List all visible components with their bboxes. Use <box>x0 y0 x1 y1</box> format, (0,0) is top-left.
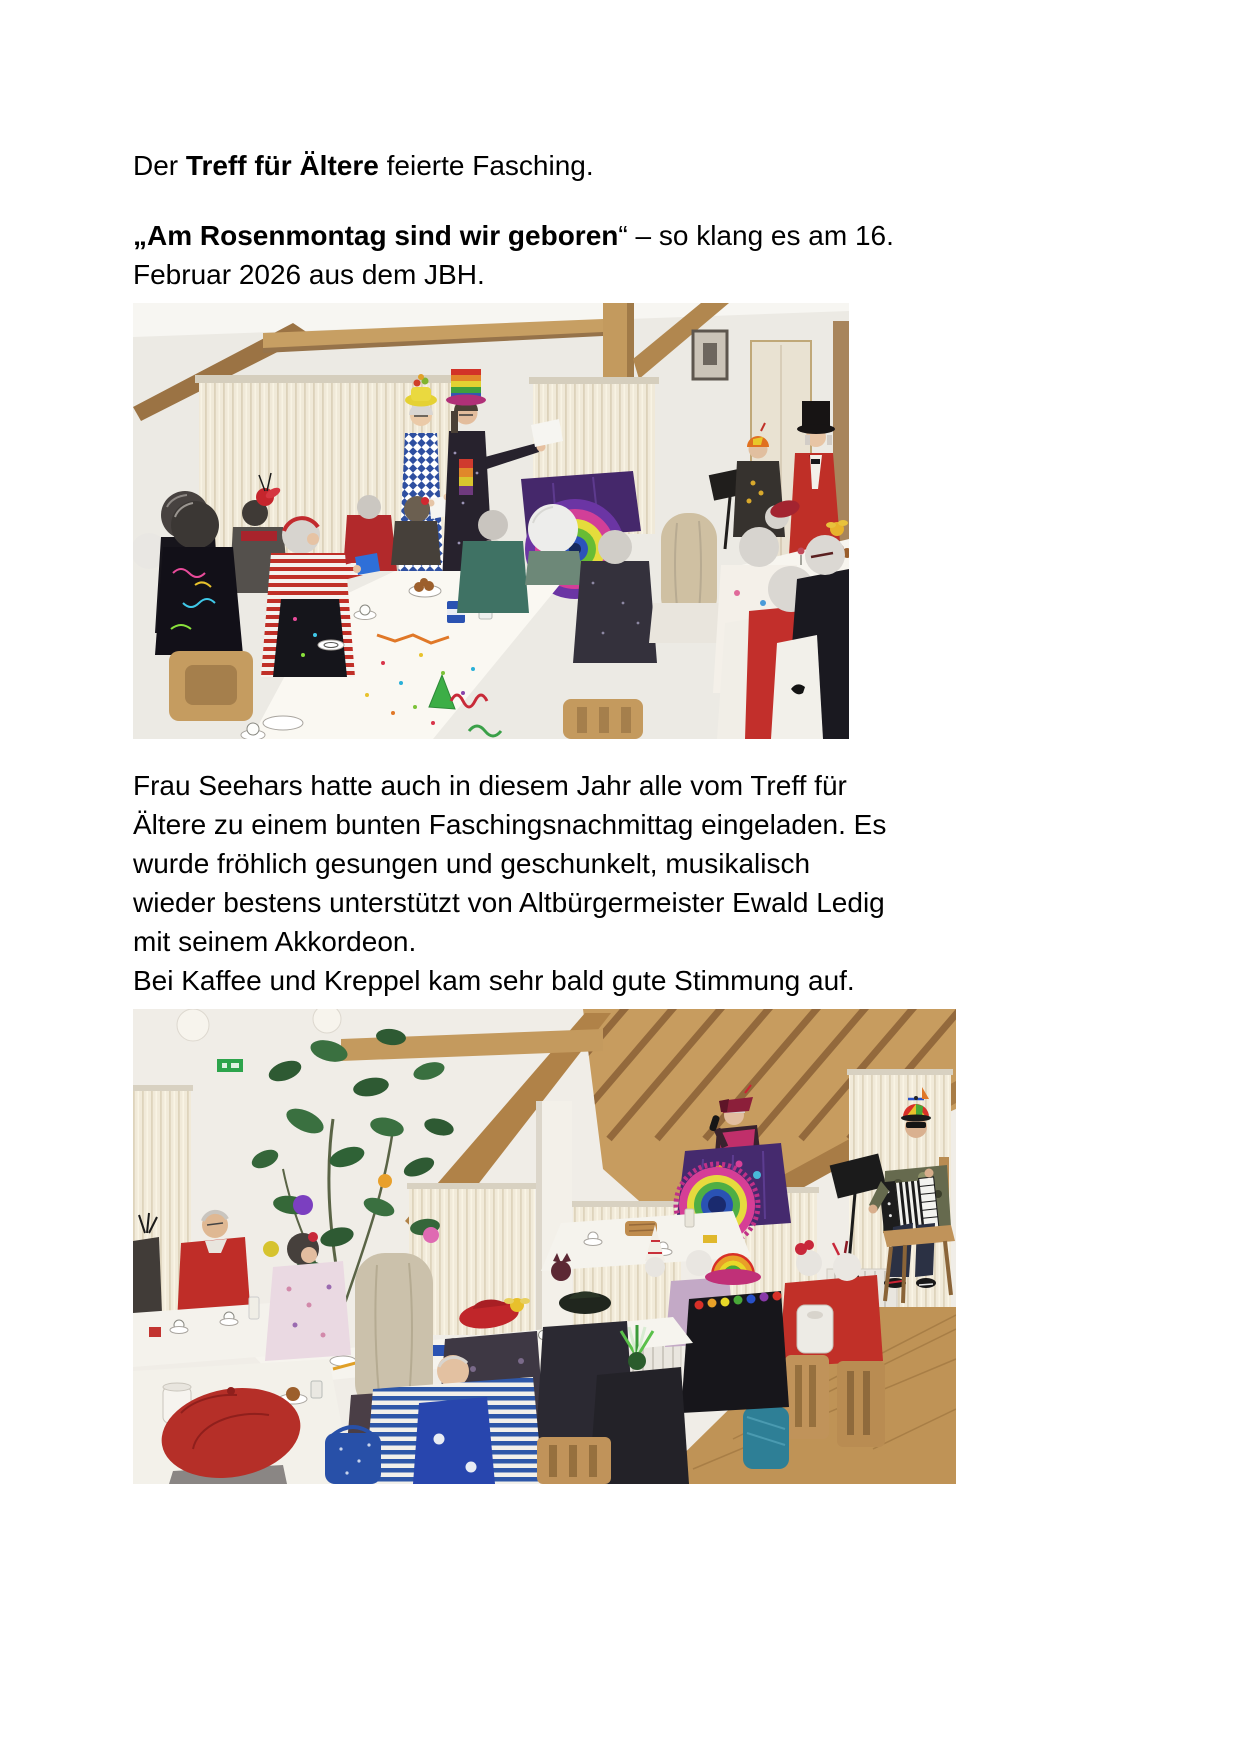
photo-fasching-2 <box>133 1009 993 1484</box>
paragraph-quote-bold: „Am Rosenmontag sind wir geboren <box>133 220 619 251</box>
paragraph-quote <box>133 216 993 294</box>
paragraph-intro-pre: Der <box>133 150 186 181</box>
paragraph-body <box>133 766 993 1000</box>
exit-sign <box>217 1059 243 1072</box>
body-line-4: wieder bestens unterstützt von Altbürgermeister Ewald Ledig <box>133 887 885 918</box>
paragraph-intro <box>133 146 993 185</box>
body-line-6: Bei Kaffee und Kreppel kam sehr bald gute Stimmung auf. <box>133 965 855 996</box>
picture-frame <box>693 331 727 379</box>
body-line-5: mit seinem Akkordeon. <box>133 926 417 957</box>
paragraph-intro-post: feierte Fasching. <box>378 150 594 181</box>
paragraph-quote-line2: Februar 2026 aus dem JBH. <box>133 259 485 290</box>
photo-fasching-1 <box>133 303 993 739</box>
body-line-3: wurde fröhlich gesungen und geschunkelt, musikalisch <box>133 848 811 879</box>
paragraph-quote-rest: “ – so klang es am 16. <box>618 220 894 251</box>
body-line-1: Frau Seehars hatte auch in diesem Jahr alle vom Treff für <box>133 770 847 801</box>
document-content <box>133 146 993 1484</box>
paragraph-intro-bold: Treff für Ältere <box>185 150 379 181</box>
body-line-2: Ältere zu einem bunten Faschingsnachmittag eingeladen. Es <box>133 809 887 840</box>
